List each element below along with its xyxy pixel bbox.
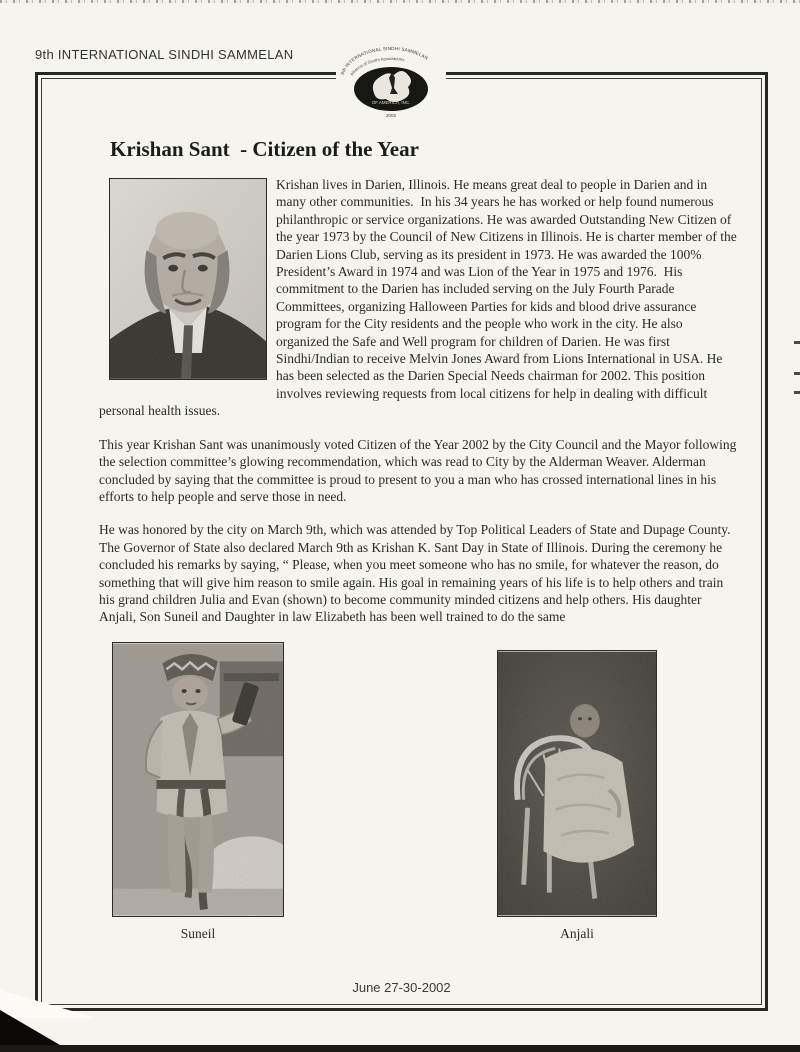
scan-artifact-right-dash-3 bbox=[794, 391, 800, 394]
page-content bbox=[46, 83, 757, 1000]
article-paragraph-1: Krishan lives in Darien, Illinois. He means great deal to people in Darien and in many other communities. In his 34 years he has worked or help found numerous philanthropic or service organizations. He was awarded Outstanding New Citizen of the year 1973 by the Council of New Citizens in Illinois. He is charter member of the Darien Lions Club, serving as its president in 1973. He was awarded the 100% President’s Award in 1974 and was Lion of the Year in 1975 and 1976. His commitment to the Darien has included serving on the July Fourth Parade Committees, organizing Halloween Parties for kids and blood drive assurance program for the City residents and the people who work in the city. He also organized the Safe and Well program for children of Darien. He was first Sindhi/Indian to receive Melvin Jones Award from Lions International in USA. He has been selected as the Darien Special Needs chairman for 2002. This position involves reviewing requests from local citizens for help in dealing with difficult personal health issues. bbox=[99, 177, 741, 419]
family-photos-row bbox=[99, 642, 737, 942]
figure-anjali bbox=[497, 650, 657, 942]
logo-sub-text: OF AMERICA, INC. bbox=[371, 100, 411, 105]
page-frame-border bbox=[35, 72, 768, 1011]
krishan-sant-portrait-photo bbox=[109, 178, 267, 380]
article-title: Krishan Sant - Citizen of the Year bbox=[110, 137, 419, 161]
logo-arc-bottom-text: Alliance of Sindhi Associations bbox=[348, 55, 405, 77]
sammelan-logo bbox=[336, 44, 446, 120]
article-paragraph-2: This year Krishan Sant was unanimously voted Citizen of the Year 2002 by the City Council and the Mayor following the selection committee’s glowing recommendation, which was read to City by the Alderman Weaver. Alderman concluded by saying that the committee is proud to present to you a man who has crossed international lines in his efforts to help people and serve those in need. bbox=[99, 436, 740, 504]
scan-artifact-right-dash-1 bbox=[794, 341, 800, 344]
suneil-photo bbox=[112, 642, 284, 917]
caption-anjali: Anjali bbox=[560, 925, 594, 941]
sammelan-logo-icon bbox=[336, 44, 446, 120]
logo-year-text: 2002 bbox=[385, 113, 397, 118]
page-header-title: 9th INTERNATIONAL SINDHI SAMMELAN bbox=[35, 47, 294, 62]
scan-artifact-right-dash-2 bbox=[794, 372, 800, 375]
footer-date: June 27-30-2002 bbox=[352, 980, 451, 995]
page-frame-inner-border bbox=[41, 78, 762, 1005]
article-paragraph-3: He was honored by the city on March 9th, which was attended by Top Political Leaders of State and Dupage County. The Governor of State also declared March 9th as Krishan K. Sant Day in State of Illinois. During the ceremony he concluded his remarks by saying, “ Please, when you meet someone who has no smile, for whatever the reason, do something that will give him reason to smile again. His goal in remaining years of his life is to help others and train his grand children Julia and Evan (shown) to become community minded citizens and help others. His daughter Anjali, Son Suneil and Daughter in law Elizabeth has been well trained to do the same bbox=[99, 522, 734, 625]
article-body bbox=[99, 176, 741, 626]
scan-artifact-bottom-edge bbox=[0, 1045, 800, 1052]
logo-arc-top-text: 9th INTERNATIONAL SINDHI SAMMELAN bbox=[339, 45, 429, 76]
figure-suneil bbox=[112, 642, 284, 942]
caption-suneil: Suneil bbox=[180, 925, 216, 941]
anjali-photo bbox=[497, 650, 657, 917]
scan-artifact-top-edge bbox=[0, 0, 800, 3]
